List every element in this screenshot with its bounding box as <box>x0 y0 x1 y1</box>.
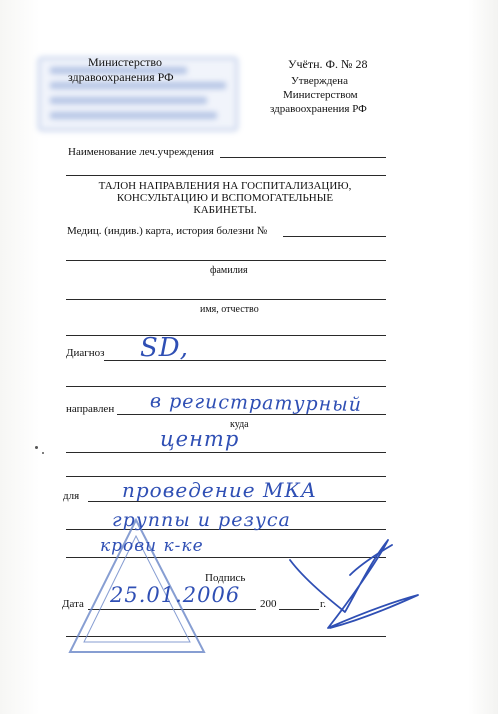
signature-scribble <box>290 540 418 628</box>
year-prefix: 200 <box>260 598 277 610</box>
approved-line2: Министерством <box>283 89 358 101</box>
approved-line1: Утверждена <box>291 75 348 87</box>
handwritten-referred-line1: в регистратурный <box>149 390 363 416</box>
handwritten-purpose-line2: группы и резуса <box>112 509 291 531</box>
for-label: для <box>63 490 80 502</box>
approved-line3: здравоохранения РФ <box>270 103 367 115</box>
handwritten-purpose-line3: крови к-ке <box>100 536 204 556</box>
handwritten-referred-line2: центр <box>160 427 240 451</box>
handwritten-date: 25.01.2006 <box>110 583 241 607</box>
handwritten-purpose-line1: проведение МКА <box>122 478 318 502</box>
surname-caption: фамилия <box>210 265 248 276</box>
title-line1: ТАЛОН НАПРАВЛЕНИЯ НА ГОСПИТАЛИЗАЦИЮ, <box>98 180 352 192</box>
title-line3: КАБИНЕТЫ. <box>193 204 257 216</box>
name-caption: имя, отчество <box>200 304 259 315</box>
title-line2: КОНСУЛЬТАЦИЮ И ВСПОМОГАТЕЛЬНЫЕ <box>116 192 334 204</box>
where-caption: куда <box>230 419 249 430</box>
card-label: Медиц. (индив.) карта, история болезни № <box>67 225 268 237</box>
date-label: Дата <box>62 598 84 610</box>
diagnosis-label: Диагноз <box>66 347 105 359</box>
ministry-line1: Министерство <box>88 55 162 69</box>
referred-label: направлен <box>66 403 115 415</box>
institution-label: Наименование леч.учреждения <box>68 146 214 158</box>
handwritten-diagnosis: SD, <box>140 333 189 363</box>
form-number: Учётн. Ф. № 28 <box>288 57 368 71</box>
signature-label: Подпись <box>205 572 246 584</box>
ink-speck <box>35 446 38 449</box>
ministry-line2: здравоохранения РФ <box>68 70 174 84</box>
year-suffix: г. <box>320 598 327 610</box>
ink-speck <box>42 452 44 454</box>
